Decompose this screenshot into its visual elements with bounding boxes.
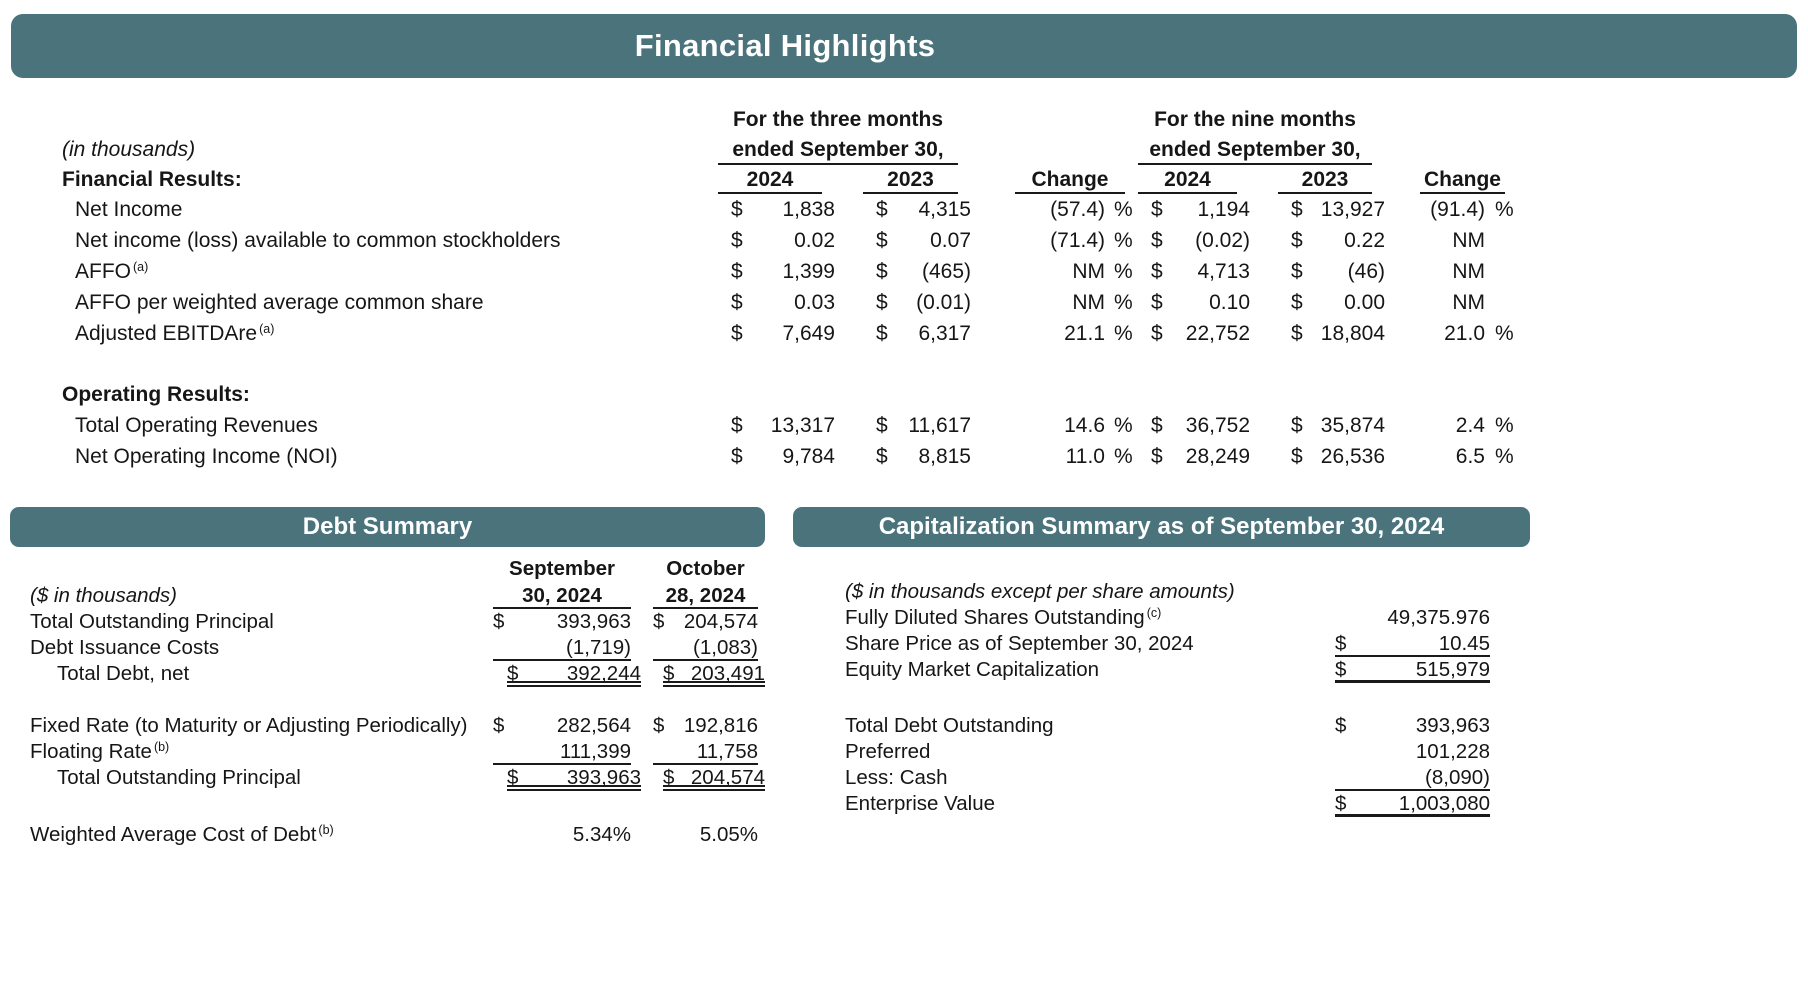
nine-months-header-line1: For the nine months bbox=[1154, 108, 1356, 131]
in-thousands-note: (in thousands) bbox=[62, 138, 196, 161]
value: (1,719) bbox=[566, 636, 631, 659]
spacer bbox=[62, 349, 1808, 379]
dollar-sign: $ bbox=[876, 322, 888, 345]
change-value: (91.4) bbox=[1430, 198, 1485, 221]
table-row bbox=[62, 318, 1808, 349]
dollar-sign: $ bbox=[731, 260, 743, 283]
financial-results-section-label: Financial Results: bbox=[62, 168, 242, 191]
dollar-sign: $ bbox=[1151, 260, 1163, 283]
dollar-sign: $ bbox=[1291, 414, 1303, 437]
period-header-row-1 bbox=[62, 105, 1808, 135]
money-cell bbox=[876, 318, 971, 349]
value: 49,375.976 bbox=[1387, 606, 1490, 629]
value: (0.01) bbox=[916, 291, 971, 314]
dollar-sign: $ bbox=[876, 260, 888, 283]
table-row bbox=[62, 225, 1808, 256]
money-cell bbox=[653, 739, 758, 765]
dollar-sign: $ bbox=[506, 766, 519, 789]
table-row bbox=[62, 194, 1808, 225]
row-label: Weighted Average Cost of Debt $^{(b)}$ bbox=[30, 823, 334, 846]
table-row bbox=[62, 410, 1808, 441]
value: 204,574 bbox=[690, 766, 765, 789]
value: 101,228 bbox=[1415, 740, 1490, 763]
september-column-header-line2: 30, 2024 bbox=[493, 582, 631, 609]
dollar-sign: $ bbox=[1335, 792, 1347, 815]
debt-summary-title: Debt Summary bbox=[302, 513, 473, 540]
dollar-sign: $ bbox=[731, 229, 743, 252]
money-cell bbox=[1335, 605, 1490, 631]
money-cell bbox=[1335, 631, 1490, 657]
row-label: Less: Cash bbox=[845, 766, 948, 789]
financial-highlights-banner bbox=[11, 14, 1797, 78]
value: 204,574 bbox=[683, 610, 758, 633]
value: 0.02 bbox=[794, 229, 835, 252]
value: (0.02) bbox=[1195, 229, 1250, 252]
spacer bbox=[62, 105, 712, 135]
value: (465) bbox=[921, 260, 971, 283]
percent-sign: % bbox=[1114, 291, 1133, 314]
money-cell bbox=[731, 287, 835, 318]
percent-sign bbox=[1495, 225, 1517, 256]
value: 22,752 bbox=[1185, 322, 1250, 345]
value: 5.05% bbox=[699, 823, 758, 846]
dollar-sign: $ bbox=[1335, 714, 1347, 737]
row-label: Net Operating Income (NOI) bbox=[75, 445, 338, 468]
value: 1,399 bbox=[782, 260, 835, 283]
dollars-in-thousands-note: ($ in thousands except per share amounts) bbox=[845, 580, 1235, 603]
dollar-sign: $ bbox=[1151, 414, 1163, 437]
three-months-header-line2: ended September 30, bbox=[718, 135, 958, 165]
money-cell bbox=[493, 635, 631, 661]
value: 8,815 bbox=[918, 445, 971, 468]
percent-sign: % bbox=[1114, 445, 1133, 468]
row-label: Net Income bbox=[75, 198, 183, 221]
percent-sign: % bbox=[1114, 322, 1133, 345]
debt-summary-table bbox=[30, 555, 765, 848]
value: 13,317 bbox=[770, 414, 835, 437]
dollar-sign: $ bbox=[493, 610, 505, 633]
money-cell bbox=[663, 661, 765, 687]
percent-sign: % bbox=[1114, 198, 1133, 221]
dollar-sign: $ bbox=[731, 291, 743, 314]
money-cell bbox=[731, 318, 835, 349]
money-cell bbox=[653, 635, 758, 661]
money-cell bbox=[1151, 225, 1250, 256]
value: 9,784 bbox=[782, 445, 835, 468]
value: 11,758 bbox=[696, 740, 758, 763]
value: 18,804 bbox=[1320, 322, 1385, 345]
row-label: Enterprise Value bbox=[845, 792, 996, 815]
money-cell bbox=[1291, 441, 1385, 472]
note-row bbox=[845, 579, 1530, 605]
col-header-2024: 2024 bbox=[718, 165, 822, 194]
value: 1,194 bbox=[1197, 198, 1250, 221]
table-row bbox=[845, 657, 1530, 683]
money-cell bbox=[1291, 318, 1385, 349]
dollar-sign: $ bbox=[493, 714, 505, 737]
money-cell bbox=[1291, 225, 1385, 256]
row-label: Total Outstanding Principal bbox=[57, 766, 301, 789]
change-value: (71.4) bbox=[1050, 229, 1105, 252]
october-column-header-line2: 28, 2024 bbox=[653, 582, 758, 609]
money-cell bbox=[731, 410, 835, 441]
debt-summary-panel bbox=[10, 507, 765, 848]
money-cell bbox=[1151, 318, 1250, 349]
dollar-sign: $ bbox=[731, 322, 743, 345]
money-cell bbox=[507, 765, 641, 791]
change-value: (57.4) bbox=[1050, 198, 1105, 221]
dollar-sign: $ bbox=[663, 662, 675, 685]
money-cell bbox=[493, 609, 631, 635]
footnote-marker: (a) bbox=[259, 322, 275, 336]
change-value: NM bbox=[1452, 291, 1485, 314]
value: 515,979 bbox=[1415, 658, 1490, 681]
row-label: Total Debt, net bbox=[57, 662, 190, 685]
money-cell bbox=[1335, 739, 1490, 765]
money-cell bbox=[876, 225, 971, 256]
change-value: 14.6 bbox=[1064, 414, 1105, 437]
percent-sign bbox=[1495, 256, 1517, 287]
table-row bbox=[30, 739, 765, 765]
dollar-sign: $ bbox=[876, 198, 888, 221]
table-row bbox=[62, 287, 1808, 318]
dollar-sign: $ bbox=[663, 766, 675, 789]
col-header-change: Change bbox=[1015, 165, 1125, 194]
column-header-row bbox=[30, 555, 765, 582]
row-label: Floating Rate $^{(b)}$ bbox=[30, 740, 170, 763]
money-cell bbox=[1291, 256, 1385, 287]
change-value: NM bbox=[1072, 291, 1105, 314]
dollar-sign: $ bbox=[1335, 658, 1347, 681]
value: (46) bbox=[1347, 260, 1385, 283]
dollar-sign: $ bbox=[876, 445, 888, 468]
value: 0.00 bbox=[1344, 291, 1385, 314]
table-row bbox=[30, 661, 765, 687]
money-cell bbox=[1151, 441, 1250, 472]
money-cell bbox=[731, 441, 835, 472]
table-row bbox=[30, 822, 765, 848]
capitalization-summary-title: Capitalization Summary as of September 30, 2024 bbox=[878, 513, 1445, 540]
value: 10.45 bbox=[1438, 632, 1490, 655]
percent-sign bbox=[1495, 287, 1517, 318]
table-row bbox=[30, 635, 765, 661]
table-row bbox=[62, 441, 1808, 472]
percent-sign: % bbox=[1495, 198, 1514, 221]
money-cell bbox=[663, 765, 765, 791]
percent-cell bbox=[653, 822, 758, 848]
change-value: 6.5 bbox=[1455, 445, 1485, 468]
spacer bbox=[958, 105, 1125, 135]
operating-results-section-label: Operating Results: bbox=[62, 383, 250, 406]
spacer bbox=[30, 555, 485, 582]
value: 35,874 bbox=[1320, 414, 1385, 437]
table-row bbox=[62, 256, 1808, 287]
debt-summary-banner bbox=[10, 507, 765, 547]
value: 203,491 bbox=[690, 662, 765, 685]
change-value: NM bbox=[1452, 260, 1485, 283]
col-header-2023: 2023 bbox=[863, 165, 958, 194]
value: 282,564 bbox=[556, 714, 631, 737]
dollar-sign: $ bbox=[1151, 198, 1163, 221]
percent-sign: % bbox=[1495, 322, 1514, 345]
table-row bbox=[845, 791, 1530, 817]
footnote-marker: (a) bbox=[133, 260, 149, 274]
dollar-sign: $ bbox=[1151, 229, 1163, 252]
change-value: 2.4 bbox=[1455, 414, 1485, 437]
money-cell bbox=[653, 609, 758, 635]
money-cell bbox=[876, 256, 971, 287]
year-header-row bbox=[62, 165, 1808, 194]
value: 13,927 bbox=[1320, 198, 1385, 221]
value: 4,713 bbox=[1197, 260, 1250, 283]
table-row bbox=[30, 713, 765, 739]
col-header-2023: 2023 bbox=[1278, 165, 1372, 194]
row-label: AFFO per weighted average common share bbox=[75, 291, 484, 314]
value: 111,399 bbox=[559, 740, 631, 763]
value: 36,752 bbox=[1185, 414, 1250, 437]
dollar-sign: $ bbox=[1291, 291, 1303, 314]
dollar-sign: $ bbox=[1291, 198, 1303, 221]
three-months-header-line1: For the three months bbox=[732, 108, 943, 131]
footnote-marker: (c) bbox=[1146, 606, 1162, 620]
operating-results-section-row bbox=[62, 379, 1808, 410]
percent-cell bbox=[493, 822, 631, 848]
value: 393,963 bbox=[566, 766, 642, 789]
money-cell bbox=[876, 410, 971, 441]
dollar-sign: $ bbox=[1291, 322, 1303, 345]
footnote-marker: (b) bbox=[318, 823, 334, 837]
footnote-marker: (b) bbox=[153, 740, 170, 754]
value: 0.10 bbox=[1209, 291, 1250, 314]
money-cell bbox=[1291, 194, 1385, 225]
change-value: NM bbox=[1072, 260, 1105, 283]
table-row bbox=[845, 605, 1530, 631]
money-cell bbox=[493, 739, 631, 765]
dollar-sign: $ bbox=[1335, 632, 1347, 655]
change-value: 21.1 bbox=[1064, 322, 1105, 345]
percent-sign: % bbox=[1114, 260, 1133, 283]
nine-months-header-line2: ended September 30, bbox=[1138, 135, 1372, 165]
table-row bbox=[845, 631, 1530, 657]
dollars-in-thousands-note: ($ in thousands) bbox=[30, 584, 178, 607]
dollar-sign: $ bbox=[1151, 322, 1163, 345]
period-header-row-2 bbox=[62, 135, 1808, 165]
col-header-change: Change bbox=[1420, 165, 1505, 194]
dollar-sign: $ bbox=[731, 414, 743, 437]
col-header-2024: 2024 bbox=[1138, 165, 1237, 194]
money-cell bbox=[876, 194, 971, 225]
column-header-row bbox=[30, 582, 765, 609]
row-label: Fixed Rate (to Maturity or Adjusting Periodically) bbox=[30, 714, 468, 737]
table-row bbox=[845, 713, 1530, 739]
value: 26,536 bbox=[1320, 445, 1385, 468]
change-value: NM bbox=[1452, 229, 1485, 252]
row-label: Share Price as of September 30, 2024 bbox=[845, 632, 1194, 655]
money-cell bbox=[1335, 657, 1490, 683]
money-cell bbox=[731, 194, 835, 225]
money-cell bbox=[1291, 410, 1385, 441]
row-label: Fully Diluted Shares Outstanding $^{(c)}$ bbox=[845, 606, 1162, 629]
dollar-sign: $ bbox=[731, 445, 743, 468]
value: 0.03 bbox=[794, 291, 835, 314]
spacer bbox=[30, 791, 765, 822]
dollar-sign: $ bbox=[653, 610, 665, 633]
money-cell bbox=[876, 287, 971, 318]
value: 6,317 bbox=[918, 322, 971, 345]
october-column-header-line1: October bbox=[666, 557, 745, 580]
dollar-sign: $ bbox=[1151, 291, 1163, 314]
row-label: Net income (loss) available to common stockholders bbox=[75, 229, 561, 252]
percent-sign: % bbox=[1114, 414, 1133, 437]
dollar-sign: $ bbox=[876, 291, 888, 314]
money-cell bbox=[493, 713, 631, 739]
september-column-header-line1: September bbox=[509, 557, 615, 580]
dollar-sign: $ bbox=[506, 662, 519, 685]
financial-highlights-table bbox=[62, 105, 1808, 472]
bottom-panels bbox=[0, 507, 1808, 848]
value: 28,249 bbox=[1185, 445, 1250, 468]
dollar-sign: $ bbox=[876, 414, 888, 437]
value: (1,083) bbox=[693, 636, 758, 659]
value: 7,649 bbox=[782, 322, 835, 345]
dollar-sign: $ bbox=[1291, 260, 1303, 283]
dollar-sign: $ bbox=[1291, 229, 1303, 252]
spacer bbox=[958, 135, 1125, 165]
row-label: Total Debt Outstanding bbox=[845, 714, 1054, 737]
dollar-sign: $ bbox=[1291, 445, 1303, 468]
money-cell bbox=[1291, 287, 1385, 318]
money-cell bbox=[1151, 287, 1250, 318]
spacer bbox=[30, 687, 765, 713]
value: 393,963 bbox=[556, 610, 631, 633]
capitalization-summary-table bbox=[845, 579, 1530, 817]
value: 4,315 bbox=[918, 198, 971, 221]
percent-sign: % bbox=[1495, 445, 1514, 468]
value: 1,838 bbox=[782, 198, 835, 221]
money-cell bbox=[1151, 194, 1250, 225]
money-cell bbox=[1335, 713, 1490, 739]
value: 11,617 bbox=[908, 414, 971, 437]
value: 192,816 bbox=[683, 714, 758, 737]
percent-sign: % bbox=[1114, 229, 1133, 252]
table-row bbox=[845, 739, 1530, 765]
money-cell bbox=[1151, 256, 1250, 287]
table-row bbox=[30, 765, 765, 791]
value: 5.34% bbox=[572, 823, 631, 846]
money-cell bbox=[731, 225, 835, 256]
money-cell bbox=[1335, 791, 1490, 817]
row-label: Debt Issuance Costs bbox=[30, 636, 220, 659]
change-value: 21.0 bbox=[1444, 322, 1485, 345]
row-label: Adjusted EBITDAre $^{(a)}$ bbox=[75, 322, 275, 345]
row-label: Total Outstanding Principal bbox=[30, 610, 274, 633]
value: 0.22 bbox=[1344, 229, 1385, 252]
money-cell bbox=[653, 713, 758, 739]
money-cell bbox=[1335, 765, 1490, 791]
change-value: 11.0 bbox=[1065, 445, 1105, 468]
row-label: AFFO $^{(a)}$ bbox=[75, 260, 149, 283]
capitalization-summary-banner bbox=[793, 507, 1530, 547]
value: 0.07 bbox=[930, 229, 971, 252]
row-label: Total Operating Revenues bbox=[75, 414, 318, 437]
money-cell bbox=[731, 256, 835, 287]
dollar-sign: $ bbox=[731, 198, 743, 221]
value: 393,963 bbox=[1415, 714, 1490, 737]
value: 1,003,080 bbox=[1398, 792, 1490, 815]
money-cell bbox=[1151, 410, 1250, 441]
row-label: Equity Market Capitalization bbox=[845, 658, 1100, 681]
dollar-sign: $ bbox=[1151, 445, 1163, 468]
row-label: Preferred bbox=[845, 740, 931, 763]
dollar-sign: $ bbox=[653, 714, 665, 737]
money-cell bbox=[876, 441, 971, 472]
value: (8,090) bbox=[1425, 766, 1490, 789]
money-cell bbox=[507, 661, 641, 687]
page-title: Financial Highlights bbox=[634, 28, 936, 63]
capitalization-summary-panel bbox=[793, 507, 1530, 848]
dollar-sign: $ bbox=[876, 229, 888, 252]
percent-sign: % bbox=[1495, 414, 1514, 437]
table-row bbox=[30, 609, 765, 635]
table-row bbox=[845, 765, 1530, 791]
value: 392,244 bbox=[566, 662, 642, 685]
spacer bbox=[845, 683, 1530, 713]
